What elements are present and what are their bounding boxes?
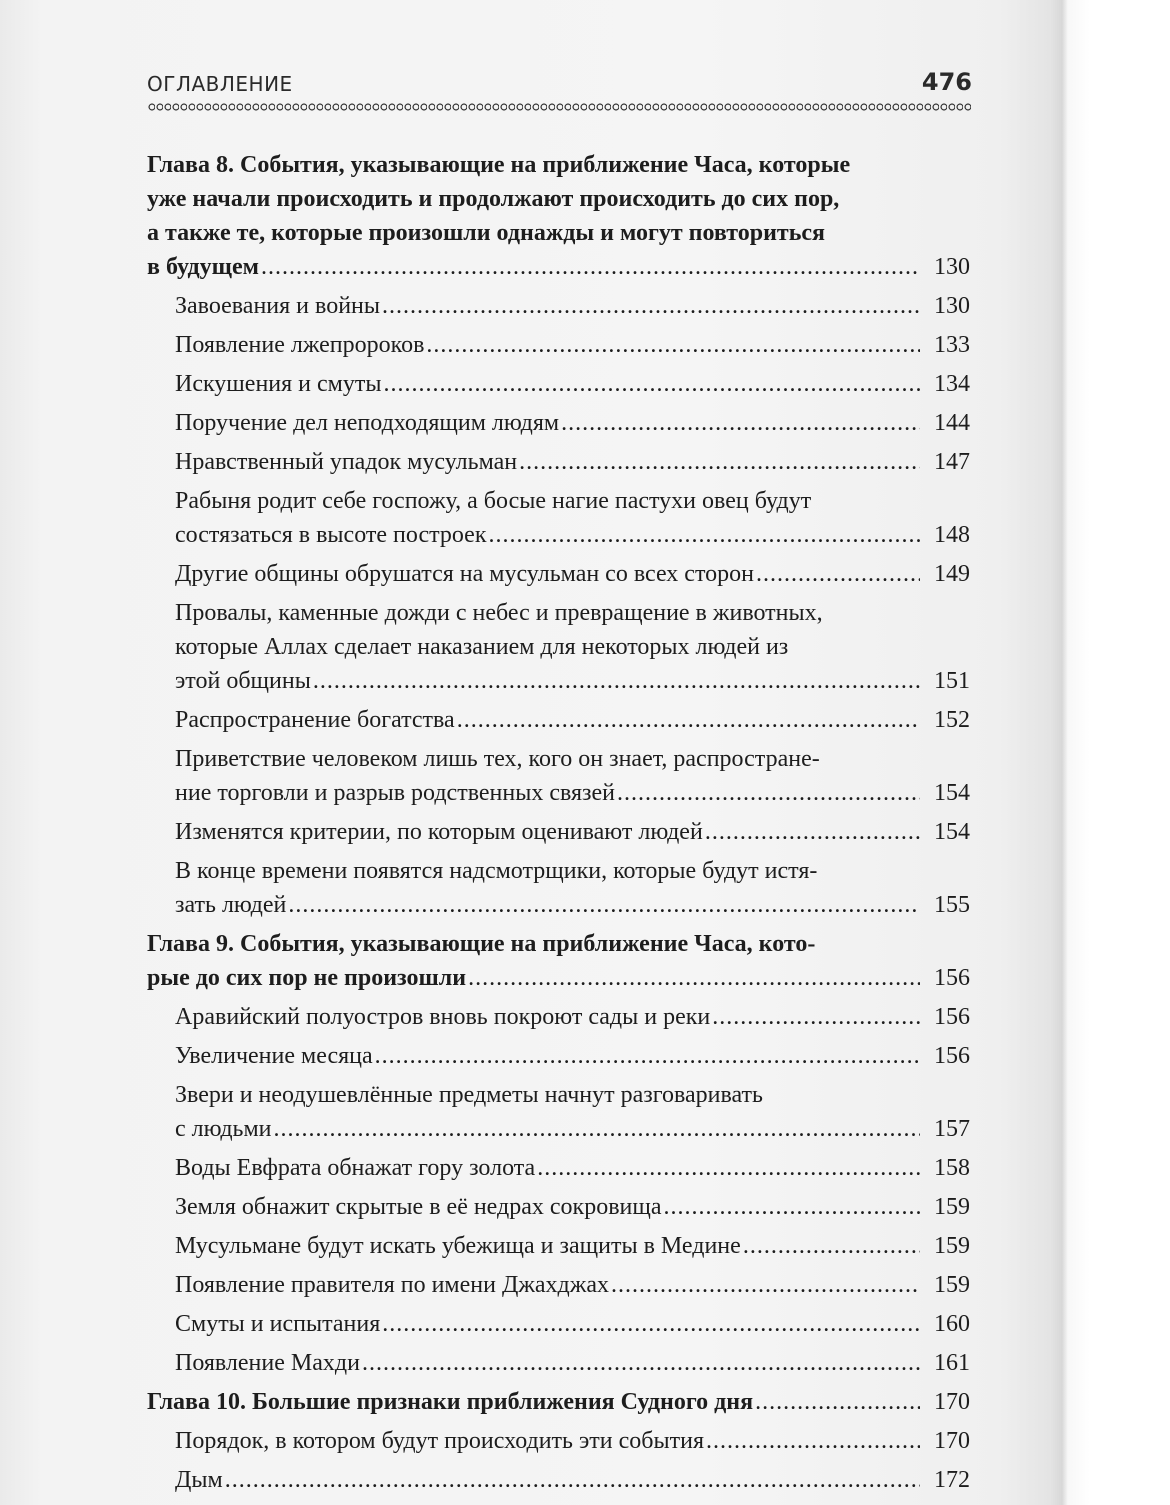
toc-section-entry xyxy=(147,1190,970,1224)
toc-page-number: 144 xyxy=(934,410,970,436)
toc-section-entry xyxy=(147,484,970,552)
toc-page-number: 170 xyxy=(934,1389,970,1415)
dot-leader xyxy=(756,557,920,591)
toc-section-entry xyxy=(147,1424,970,1458)
toc-entry-last-line xyxy=(147,1385,970,1419)
dot-leader xyxy=(261,250,920,284)
toc-chapter-entry xyxy=(147,1385,970,1419)
toc-entry-title: Увеличение месяца xyxy=(175,1043,373,1069)
toc-entry-last-line xyxy=(175,1229,970,1263)
toc-entry-line: а также те, которые произошли однажды и могут повториться xyxy=(147,220,826,246)
toc-entry-line: Провалы, каменные дожди с небес и превращение в животных, xyxy=(175,600,823,626)
dot-leader xyxy=(313,664,920,698)
toc-entry-last-line xyxy=(175,328,970,362)
toc-entry-title: Появление лжепророков xyxy=(175,332,425,358)
dot-leader xyxy=(743,1229,920,1263)
toc-section-entry xyxy=(147,703,970,737)
dot-leader xyxy=(288,888,920,922)
dot-leader xyxy=(457,703,920,737)
running-header xyxy=(147,68,972,98)
toc-entry-line: В конце времени появятся надсмотрщики, которые будут истя- xyxy=(175,858,818,884)
toc-page-number: 159 xyxy=(934,1233,970,1259)
toc-entry-last-line xyxy=(175,1000,970,1034)
dot-leader xyxy=(383,367,920,401)
toc-page-number: 149 xyxy=(934,561,970,587)
toc-section-entry xyxy=(147,742,970,810)
toc-section-entry xyxy=(147,1268,970,1302)
toc-page-number: 130 xyxy=(934,254,970,280)
toc-page-number: 147 xyxy=(934,449,970,475)
dot-leader xyxy=(712,1000,920,1034)
toc-page-number: 159 xyxy=(934,1194,970,1220)
toc-entry-last-line xyxy=(175,406,970,440)
toc-entry-last-line xyxy=(147,250,970,284)
toc-entry-title: Искушения и смуты xyxy=(175,371,382,397)
toc-page-number: 156 xyxy=(934,1004,970,1030)
dot-leader xyxy=(382,1307,920,1341)
toc-entry-title: этой общины xyxy=(175,668,311,694)
toc-section-entry xyxy=(147,1229,970,1263)
toc-entry-last-line xyxy=(175,664,970,698)
toc-entry-line: уже начали происходить и продолжают происходить до сих пор, xyxy=(147,186,840,212)
toc-chapter-entry xyxy=(147,927,970,995)
toc-entry-last-line xyxy=(175,1039,970,1073)
toc-entry-title: в будущем xyxy=(147,254,259,280)
toc-entry-title: Появление правителя по имени Джахджах xyxy=(175,1272,609,1298)
toc-entry-title: Поручение дел неподходящим людям xyxy=(175,410,560,436)
toc-entry-last-line xyxy=(175,518,970,552)
toc-entry-title: Глава 10. Большие признаки приближения Судного дня xyxy=(147,1389,754,1415)
toc-entry-title: ние торговли и разрыв родственных связей xyxy=(175,780,616,806)
toc-entry-last-line xyxy=(175,888,970,922)
toc-page-number: 156 xyxy=(934,965,970,991)
toc-page-number: 160 xyxy=(934,1311,970,1337)
toc-page-number: 155 xyxy=(934,892,970,918)
toc-section-entry xyxy=(147,596,970,698)
toc-entry-last-line xyxy=(175,1346,970,1380)
toc-entry-line: Рабыня родит себе госпожу, а босые нагие пастухи овец будут xyxy=(175,488,812,514)
toc-page-number: 151 xyxy=(934,668,970,694)
toc-entry-title: Воды Евфрата обнажат гору золота xyxy=(175,1155,536,1181)
dot-leader xyxy=(561,406,920,440)
toc-entry-last-line xyxy=(175,445,970,479)
dot-leader xyxy=(611,1268,920,1302)
toc-section-entry xyxy=(147,367,970,401)
toc-entry-title: Земля обнажит скрытые в её недрах сокровища xyxy=(175,1194,662,1220)
toc-page-number: 130 xyxy=(934,293,970,319)
toc-section-entry xyxy=(147,854,970,922)
decorative-rule xyxy=(147,102,972,112)
dot-leader xyxy=(664,1190,920,1224)
dot-leader xyxy=(375,1039,920,1073)
toc-page-number: 148 xyxy=(934,522,970,548)
toc-entry-title: состязаться в высоте построек xyxy=(175,522,487,548)
toc-page-number: 156 xyxy=(934,1043,970,1069)
toc-page-number: 159 xyxy=(934,1272,970,1298)
toc-entry-title: Мусульмане будут искать убежища и защиты в Медине xyxy=(175,1233,741,1259)
toc-section-entry xyxy=(147,557,970,591)
toc-section-entry xyxy=(147,1000,970,1034)
toc-entry-title: Завоевания и войны xyxy=(175,293,381,319)
toc-section-entry xyxy=(147,1151,970,1185)
toc-entry-last-line xyxy=(175,815,970,849)
toc-section-entry xyxy=(147,328,970,362)
table-of-contents xyxy=(147,148,970,1502)
toc-entry-title: Другие общины обрушатся на мусульман со всех сторон xyxy=(175,561,754,587)
toc-section-entry xyxy=(147,1463,970,1497)
toc-page-number: 170 xyxy=(934,1428,970,1454)
toc-chapter-entry xyxy=(147,148,970,284)
dot-leader xyxy=(706,1424,920,1458)
toc-entry-title: Аравийский полуостров вновь покроют сады и реки xyxy=(175,1004,711,1030)
toc-entry-last-line xyxy=(175,289,970,323)
dot-leader xyxy=(225,1463,920,1497)
toc-page-number: 157 xyxy=(934,1116,970,1142)
toc-section-entry xyxy=(147,1346,970,1380)
section-title: ОГЛАВЛЕНИЕ xyxy=(147,72,293,96)
dot-leader xyxy=(274,1112,920,1146)
dot-leader xyxy=(705,815,920,849)
dot-leader xyxy=(519,445,920,479)
page-number: 476 xyxy=(921,68,972,96)
toc-section-entry xyxy=(147,445,970,479)
toc-entry-last-line xyxy=(175,1190,970,1224)
toc-entry-title: с людьми xyxy=(175,1116,272,1142)
toc-entry-last-line xyxy=(175,703,970,737)
toc-entry-title: Изменятся критерии, по которым оценивают людей xyxy=(175,819,703,845)
toc-entry-title: рые до сих пор не произошли xyxy=(147,965,467,991)
toc-section-entry xyxy=(147,1307,970,1341)
toc-page-number: 172 xyxy=(934,1467,970,1493)
toc-page-number: 154 xyxy=(934,819,970,845)
toc-entry-title: Распространение богатства xyxy=(175,707,455,733)
toc-section-entry xyxy=(147,1078,970,1146)
toc-section-entry xyxy=(147,406,970,440)
toc-entry-last-line xyxy=(175,1463,970,1497)
toc-entry-last-line xyxy=(175,776,970,810)
toc-entry-last-line xyxy=(175,367,970,401)
dot-leader xyxy=(537,1151,920,1185)
toc-entry-title: Смуты и испытания xyxy=(175,1311,381,1337)
dot-leader xyxy=(617,776,920,810)
toc-entry-last-line xyxy=(175,1112,970,1146)
toc-entry-last-line xyxy=(175,557,970,591)
dot-leader xyxy=(382,289,920,323)
toc-entry-last-line xyxy=(175,1307,970,1341)
toc-entry-last-line xyxy=(147,961,970,995)
toc-entry-last-line xyxy=(175,1151,970,1185)
toc-entry-last-line xyxy=(175,1268,970,1302)
toc-entry-line: Звери и неодушевлённые предметы начнут разговаривать xyxy=(175,1082,763,1108)
toc-entry-title: Дым xyxy=(175,1467,223,1493)
toc-entry-title: Порядок, в котором будут происходить эти события xyxy=(175,1428,704,1454)
toc-entry-line: Глава 8. События, указывающие на приближение Часа, которые xyxy=(147,152,851,178)
toc-entry-last-line xyxy=(175,1424,970,1458)
toc-page-number: 161 xyxy=(934,1350,970,1376)
dot-leader xyxy=(489,518,921,552)
toc-page-number: 154 xyxy=(934,780,970,806)
toc-entry-line: Приветствие человеком лишь тех, кого он знает, распростране- xyxy=(175,746,820,772)
toc-section-entry xyxy=(147,289,970,323)
toc-entry-title: Нравственный упадок мусульман xyxy=(175,449,518,475)
toc-entry-title: зать людей xyxy=(175,892,287,918)
toc-page-number: 133 xyxy=(934,332,970,358)
toc-page-number: 152 xyxy=(934,707,970,733)
toc-entry-line: Глава 9. События, указывающие на приближение Часа, кото- xyxy=(147,931,816,957)
toc-section-entry xyxy=(147,1039,970,1073)
toc-page-number: 158 xyxy=(934,1155,970,1181)
dot-leader xyxy=(468,961,920,995)
dot-leader xyxy=(426,328,920,362)
toc-entry-title: Появление Махди xyxy=(175,1350,360,1376)
toc-section-entry xyxy=(147,815,970,849)
dot-leader xyxy=(755,1385,920,1419)
toc-page-number: 134 xyxy=(934,371,970,397)
toc-entry-line: которые Аллах сделает наказанием для некоторых людей из xyxy=(175,634,789,660)
dot-leader xyxy=(362,1346,920,1380)
